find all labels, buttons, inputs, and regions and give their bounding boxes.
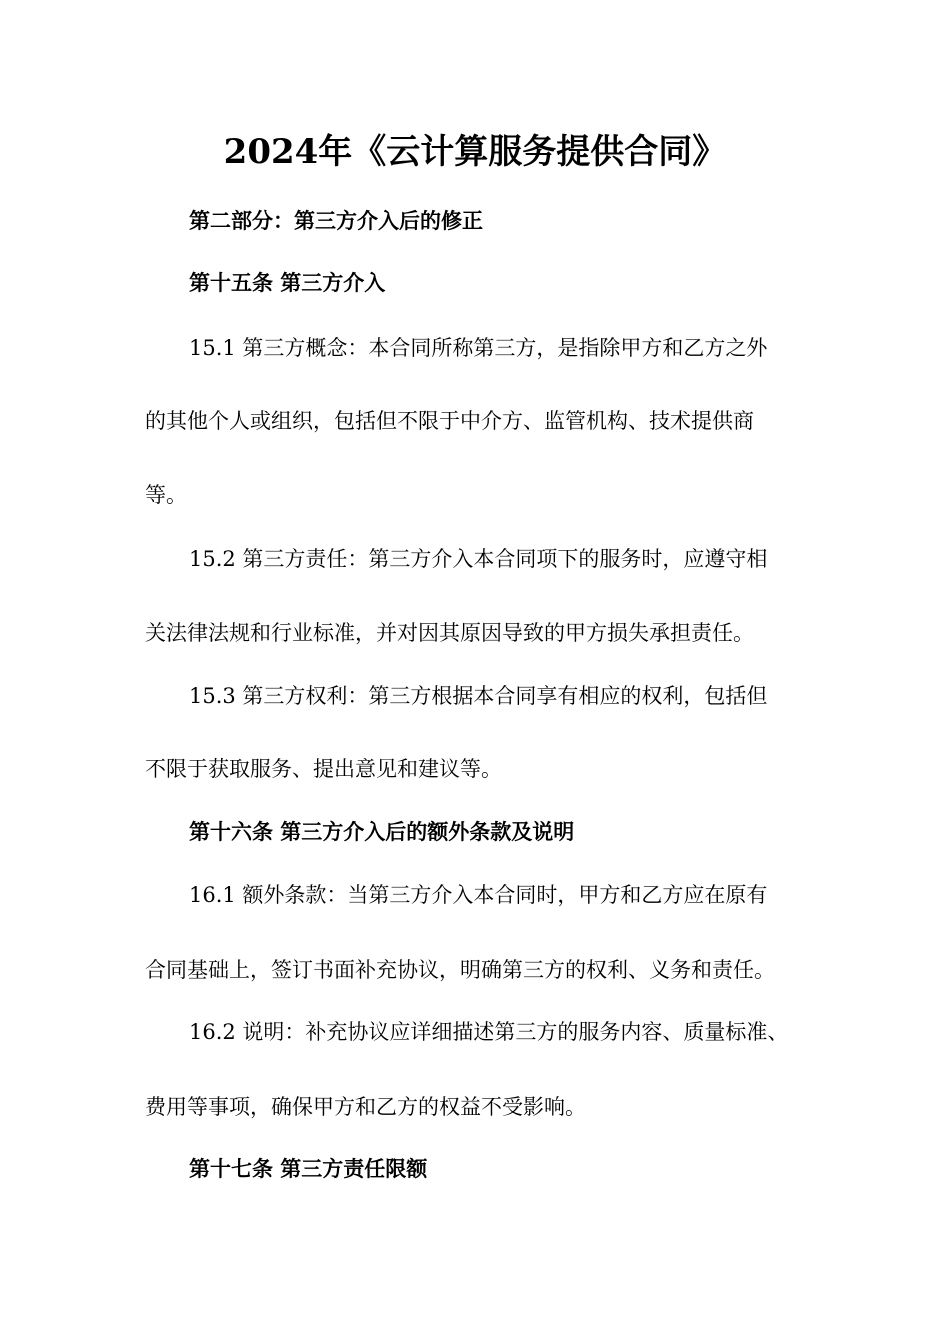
- article-15-heading: 第十五条 第三方介入: [189, 270, 386, 295]
- part-heading: 第二部分：第三方介入后的修正: [189, 208, 483, 233]
- clause-15-2-line-2: 关法律法规和行业标准，并对因其原因导致的甲方损失承担责任。: [145, 621, 754, 645]
- clause-15-1-line-3: 等。: [145, 483, 187, 507]
- clause-16-2-line-2: 费用等事项，确保甲方和乙方的权益不受影响。: [145, 1095, 586, 1119]
- document-title: 2024年《云计算服务提供合同》: [223, 132, 727, 172]
- clause-15-2-line-1: 15.2 第三方责任：第三方介入本合同项下的服务时，应遵守相: [189, 547, 768, 571]
- clause-16-2-line-1: 16.2 说明：补充协议应详细描述第三方的服务内容、质量标准、: [189, 1020, 789, 1044]
- clause-16-1-line-1: 16.1 额外条款：当第三方介入本合同时，甲方和乙方应在原有: [189, 883, 768, 907]
- article-17-heading: 第十七条 第三方责任限额: [189, 1156, 428, 1181]
- clause-15-1-line-2: 的其他个人或组织，包括但不限于中介方、监管机构、技术提供商: [145, 409, 754, 433]
- clause-15-3-line-2: 不限于获取服务、提出意见和建议等。: [145, 757, 502, 781]
- article-16-heading: 第十六条 第三方介入后的额外条款及说明: [189, 819, 575, 844]
- clause-16-1-line-2: 合同基础上，签订书面补充协议，明确第三方的权利、义务和责任。: [145, 958, 775, 982]
- clause-15-1-line-1: 15.1 第三方概念：本合同所称第三方，是指除甲方和乙方之外: [189, 336, 768, 360]
- clause-15-3-line-1: 15.3 第三方权利：第三方根据本合同享有相应的权利，包括但: [189, 684, 768, 708]
